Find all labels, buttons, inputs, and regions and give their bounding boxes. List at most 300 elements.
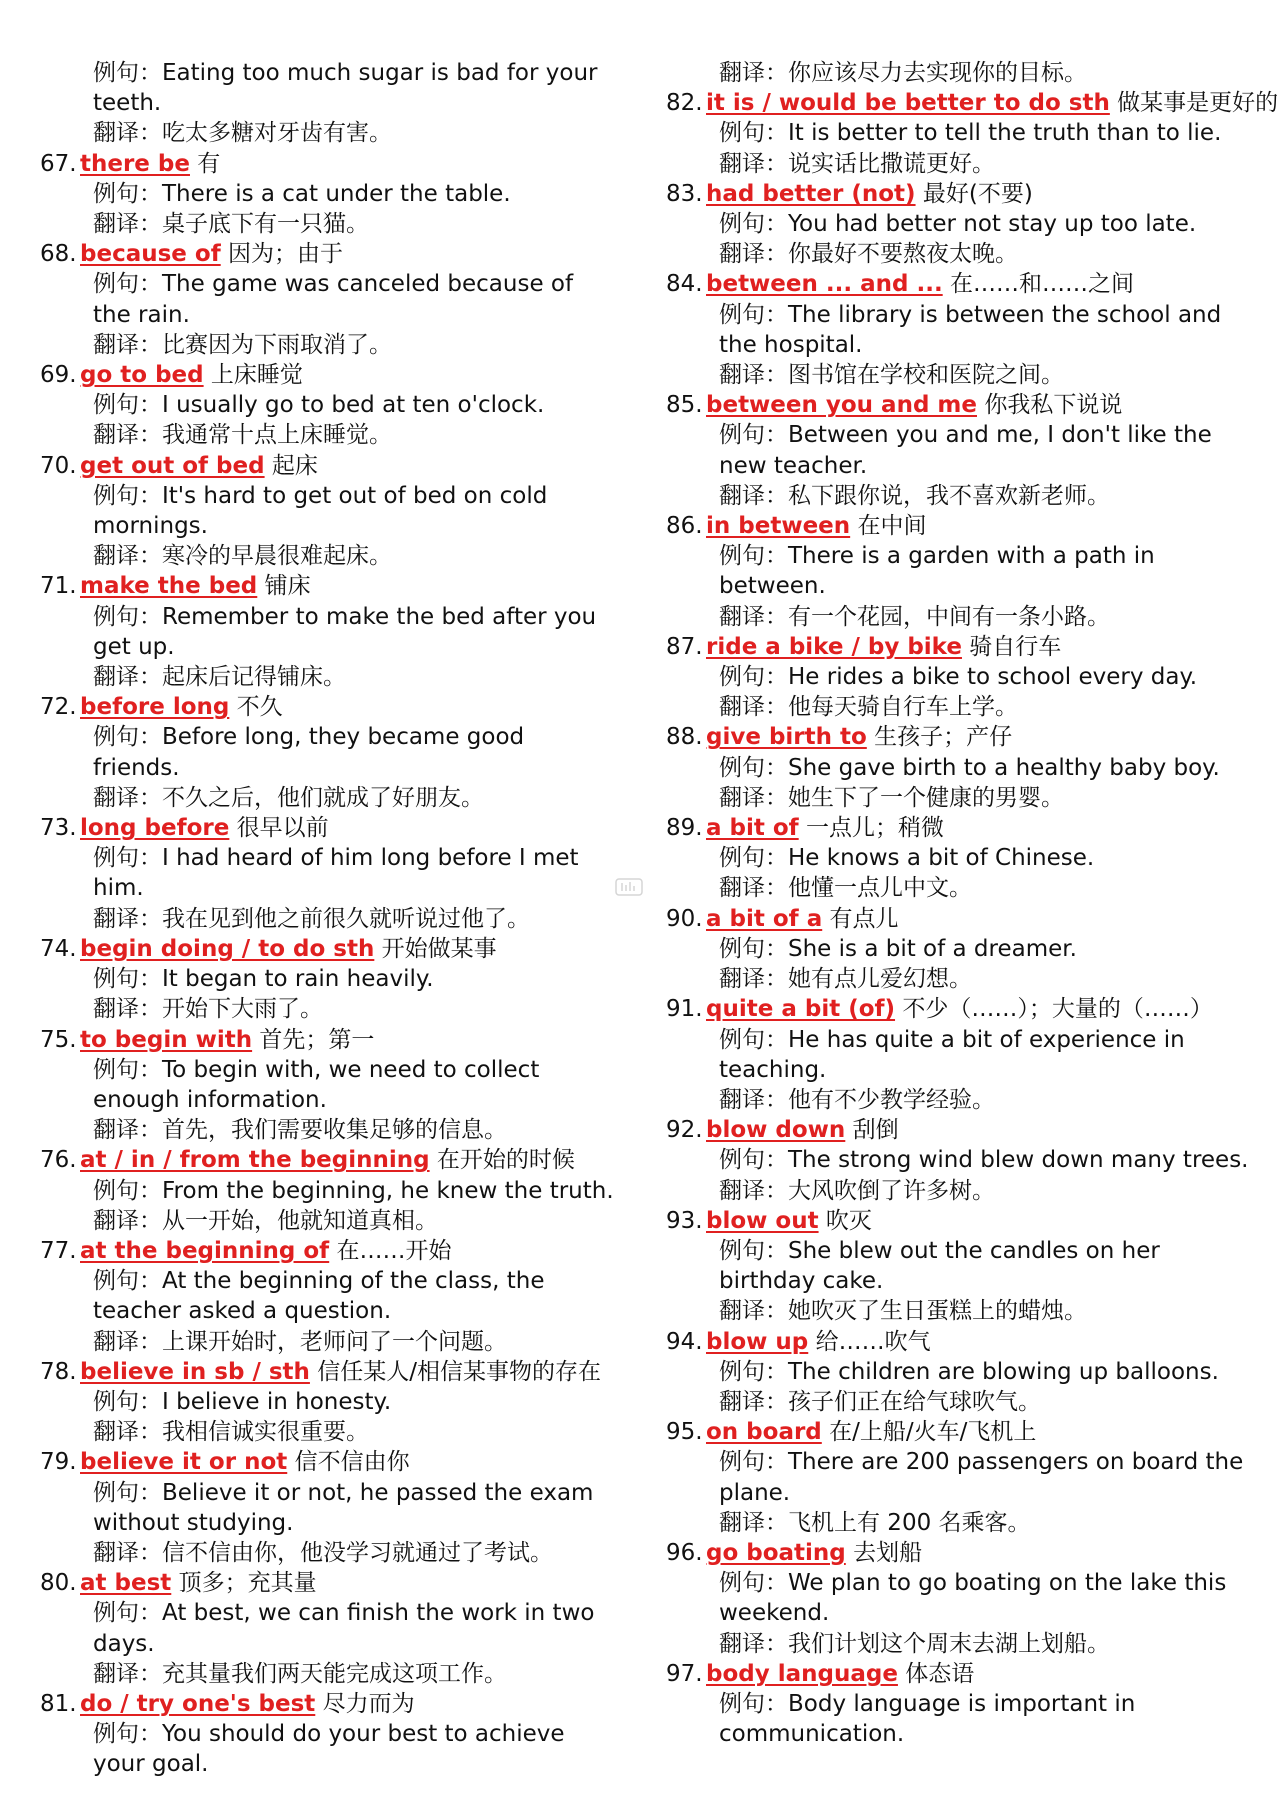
- example-sentence: [666, 209, 1256, 239]
- example-text: I usually go to bed at ten o'clock.: [162, 392, 545, 419]
- translation-label: 翻译：: [93, 1207, 162, 1234]
- phrase-heading: [666, 813, 1256, 843]
- phrase-heading: [40, 934, 615, 964]
- translation-sentence: [666, 1387, 1256, 1417]
- phrase-meaning: 不少（……）；大量的（……）: [902, 996, 1213, 1023]
- phrase-term: blow down: [706, 1117, 846, 1144]
- example-label: 例句：: [93, 271, 162, 298]
- phrase-meaning: 去划船: [853, 1539, 923, 1566]
- example-sentence: [666, 843, 1256, 873]
- phrase-heading: [666, 1659, 1256, 1689]
- example-label: 例句：: [719, 1147, 788, 1174]
- translation-sentence: [666, 1629, 1256, 1659]
- example-label: 例句：: [93, 1177, 162, 1204]
- example-text: Believe it or not, he passed the exam without studying.: [93, 1479, 594, 1536]
- example-label: 例句：: [93, 724, 162, 751]
- phrase-meaning: 刮倒: [852, 1117, 899, 1144]
- phrase-term: between ... and ...: [706, 271, 943, 298]
- phrase-entry: [40, 360, 615, 451]
- phrase-term: believe in sb / sth: [80, 1358, 310, 1385]
- phrase-meaning: 铺床: [264, 573, 311, 600]
- entry-number: 86.: [666, 513, 703, 540]
- phrase-heading: [40, 1689, 615, 1719]
- translation-sentence: [666, 481, 1256, 511]
- phrase-meaning: 最好(不要): [922, 180, 1033, 207]
- watermark-icon: [614, 876, 644, 898]
- translation-label: 翻译：: [93, 1117, 162, 1144]
- translation-sentence: [40, 783, 615, 813]
- example-label: 例句：: [719, 543, 788, 570]
- translation-text: 图书馆在学校和医院之间。: [788, 362, 1064, 389]
- translation-sentence: [40, 1327, 615, 1357]
- phrase-heading: [666, 511, 1256, 541]
- translation-text: 她有点儿爱幻想。: [788, 966, 972, 993]
- translation-label: 翻译：: [719, 694, 788, 721]
- phrase-term: it is / would be better to do sth: [706, 90, 1110, 117]
- example-label: 例句：: [719, 120, 788, 147]
- example-label: 例句：: [719, 1690, 788, 1717]
- translation-text: 我通常十点上床睡觉。: [162, 422, 392, 449]
- translation-label: 翻译：: [93, 1660, 162, 1687]
- phrase-entry: [666, 1327, 1256, 1418]
- phrase-meaning: 在……和……之间: [950, 271, 1134, 298]
- translation-label: 翻译：: [93, 1419, 162, 1446]
- phrase-heading: [40, 571, 615, 601]
- entry-number: 85.: [666, 392, 703, 419]
- translation-sentence: [666, 602, 1256, 632]
- example-sentence: [40, 1266, 615, 1326]
- example-text: She blew out the candles on her birthday cake.: [719, 1237, 1160, 1295]
- example-sentence: [40, 722, 615, 782]
- phrase-term: at the beginning of: [80, 1237, 330, 1264]
- example-text: We plan to go boating on the lake this weekend.: [719, 1570, 1227, 1627]
- example-sentence: [666, 300, 1256, 360]
- phrase-meaning: 给……吹气: [815, 1328, 931, 1355]
- phrase-meaning: 起床: [271, 452, 318, 479]
- phrase-meaning: 不久: [236, 694, 283, 721]
- phrase-term: go boating: [706, 1539, 846, 1566]
- phrase-meaning: 在中间: [857, 513, 927, 540]
- phrase-meaning: 体态语: [905, 1660, 975, 1687]
- translation-label: 翻译：: [719, 60, 788, 86]
- example-text: It's hard to get out of bed on cold mornings.: [93, 482, 548, 540]
- translation-text: 比赛因为下雨取消了。: [162, 331, 392, 358]
- phrase-heading: [666, 390, 1256, 420]
- entry-number: 89.: [666, 815, 703, 842]
- translation-text: 桌子底下有一只猫。: [162, 211, 369, 238]
- translation-label: 翻译：: [719, 1177, 788, 1204]
- entry-number: 79.: [40, 1449, 77, 1476]
- translation-text: 吃太多糖对牙齿有害。: [162, 120, 392, 147]
- translation-label: 翻译：: [719, 1509, 788, 1536]
- translation-sentence: [40, 1206, 615, 1236]
- example-sentence: [40, 1598, 615, 1658]
- example-sentence: [40, 1387, 615, 1417]
- example-label: 例句：: [93, 482, 162, 509]
- translation-text: 起床后记得铺床。: [162, 664, 346, 691]
- example-sentence: [40, 602, 615, 662]
- translation-label: 翻译：: [93, 331, 162, 358]
- translation-label: 翻译：: [93, 905, 162, 932]
- translation-text: 你应该尽力去实现你的目标。: [788, 60, 1087, 86]
- phrase-term: quite a bit (of): [706, 996, 896, 1023]
- entry-number: 97.: [666, 1660, 703, 1687]
- example-text: It is better to tell the truth than to lie.: [788, 120, 1222, 147]
- phrase-entry: [40, 1236, 615, 1357]
- example-text: At the beginning of the class, the teacher asked a question.: [93, 1268, 545, 1325]
- phrase-meaning: 顶多；充其量: [178, 1570, 317, 1597]
- example-text: There is a garden with a path in between.: [719, 543, 1155, 600]
- phrase-term: had better (not): [706, 180, 916, 207]
- entry-number: 90.: [666, 905, 703, 932]
- phrase-entry: [666, 722, 1256, 813]
- phrase-heading: [40, 360, 615, 390]
- translation-sentence: [40, 118, 615, 148]
- phrase-heading: [666, 904, 1256, 934]
- translation-sentence: [40, 541, 615, 571]
- example-text: At best, we can finish the work in two days.: [93, 1600, 595, 1657]
- translation-label: 翻译：: [93, 784, 162, 811]
- phrase-heading: [666, 269, 1256, 299]
- phrase-term: do / try one's best: [80, 1690, 316, 1717]
- example-label: 例句：: [719, 301, 788, 328]
- phrase-heading: [666, 994, 1256, 1024]
- example-sentence: [40, 269, 615, 329]
- phrase-entry: [666, 994, 1256, 1115]
- example-text: There is a cat under the table.: [162, 180, 511, 207]
- translation-text: 不久之后，他们就成了好朋友。: [162, 784, 484, 811]
- example-label: 例句：: [93, 1721, 162, 1748]
- phrase-entry: [666, 632, 1256, 723]
- phrase-meaning: 一点儿；稍微: [806, 815, 944, 842]
- phrase-entry: [666, 269, 1256, 390]
- example-label: 例句：: [93, 603, 162, 630]
- phrase-meaning: 信任某人/相信某事物的存在: [317, 1358, 601, 1385]
- example-text: She gave birth to a healthy baby boy.: [788, 754, 1220, 781]
- example-text: I believe in honesty.: [162, 1388, 392, 1415]
- example-sentence: [666, 1236, 1256, 1296]
- phrase-entry: [40, 149, 615, 240]
- translation-label: 翻译：: [719, 241, 788, 268]
- phrase-entry: [666, 1206, 1256, 1327]
- example-label: 例句：: [719, 754, 788, 781]
- phrase-term: go to bed: [80, 362, 204, 389]
- phrase-heading: [666, 722, 1256, 752]
- translation-text: 你最好不要熬夜太晚。: [788, 241, 1018, 268]
- translation-text: 说实话比撒谎更好。: [788, 150, 995, 177]
- example-sentence: [666, 118, 1256, 148]
- translation-sentence: [40, 1417, 615, 1447]
- entry-number: 78.: [40, 1358, 77, 1385]
- entry-number: 67.: [40, 150, 77, 177]
- translation-sentence: [666, 783, 1256, 813]
- phrase-heading: [40, 1145, 615, 1175]
- entry-number: 91.: [666, 996, 703, 1023]
- phrase-heading: [666, 179, 1256, 209]
- phrase-meaning: 做某事是更好的: [1117, 90, 1279, 117]
- translation-text: 大风吹倒了许多树。: [788, 1177, 995, 1204]
- phrase-meaning: 骑自行车: [969, 633, 1062, 660]
- entry-number: 80.: [40, 1570, 77, 1597]
- example-label: 例句：: [719, 1237, 788, 1264]
- phrase-meaning: 在开始的时候: [436, 1147, 575, 1174]
- translation-label: 翻译：: [93, 996, 162, 1023]
- translation-text: 寒冷的早晨很难起床。: [162, 543, 392, 570]
- entry-number: 95.: [666, 1419, 703, 1446]
- translation-label: 翻译：: [93, 211, 162, 238]
- example-text: You should do your best to achieve your goal.: [93, 1721, 565, 1778]
- translation-sentence: [666, 692, 1256, 722]
- example-sentence: [666, 934, 1256, 964]
- translation-sentence: [40, 1538, 615, 1568]
- phrase-term: ride a bike / by bike: [706, 633, 962, 660]
- example-sentence: [666, 1447, 1256, 1507]
- example-text: Before long, they became good friends.: [93, 724, 525, 781]
- phrase-entry: [40, 1145, 615, 1236]
- translation-text: 上课开始时，老师问了一个问题。: [162, 1328, 507, 1355]
- translation-label: 翻译：: [719, 1298, 788, 1325]
- translation-sentence: [40, 1659, 615, 1689]
- example-label: 例句：: [93, 1268, 162, 1295]
- translation-text: 开始下大雨了。: [162, 996, 323, 1023]
- example-text: Between you and me, I don't like the new teacher.: [719, 422, 1212, 479]
- phrase-entry: [40, 1357, 615, 1448]
- left-column: [40, 58, 615, 1780]
- phrase-meaning: 开始做某事: [381, 935, 497, 962]
- phrase-entry: [666, 1659, 1256, 1750]
- entry-number: 87.: [666, 633, 703, 660]
- example-text: The strong wind blew down many trees.: [788, 1147, 1249, 1174]
- entry-number: 73.: [40, 815, 77, 842]
- example-text: It began to rain heavily.: [162, 966, 434, 993]
- phrase-meaning: 你我私下说说: [984, 392, 1123, 419]
- phrase-heading: [40, 1568, 615, 1598]
- example-label: 例句：: [719, 1449, 788, 1476]
- entry-number: 68.: [40, 241, 77, 268]
- translation-sentence: [40, 330, 615, 360]
- translation-sentence: [666, 149, 1256, 179]
- phrase-term: at best: [80, 1570, 172, 1597]
- entry-number: 88.: [666, 724, 703, 751]
- phrase-entry: [40, 1689, 615, 1780]
- translation-text: 我们计划这个周末去湖上划船。: [788, 1630, 1110, 1657]
- translation-sentence: [666, 239, 1256, 269]
- entry-number: 74.: [40, 935, 77, 962]
- phrase-term: make the bed: [80, 573, 258, 600]
- phrase-meaning: 有点儿: [829, 905, 899, 932]
- entry-number: 93.: [666, 1207, 703, 1234]
- example-sentence: [666, 1568, 1256, 1628]
- phrase-heading: [40, 813, 615, 843]
- example-label: 例句：: [93, 1056, 162, 1083]
- translation-label: 翻译：: [93, 1539, 162, 1566]
- phrase-entry: [40, 813, 615, 934]
- translation-text: 飞机上有 200 名乘客。: [788, 1509, 1031, 1536]
- example-sentence: [666, 1025, 1256, 1085]
- entry-number: 72.: [40, 694, 77, 721]
- translation-text: 信不信由你，他没学习就通过了考试。: [162, 1539, 553, 1566]
- phrase-term: in between: [706, 513, 851, 540]
- example-text: The library is between the school and the hospital.: [719, 301, 1222, 358]
- example-label: 例句：: [93, 60, 162, 86]
- example-label: 例句：: [719, 935, 788, 962]
- translation-text: 他有不少教学经验。: [788, 1086, 995, 1113]
- example-sentence: [40, 964, 615, 994]
- example-label: 例句：: [719, 422, 788, 449]
- example-text: I had heard of him long before I met him.: [93, 845, 579, 902]
- example-text: He rides a bike to school every day.: [788, 664, 1198, 691]
- translation-text: 充其量我们两天能完成这项工作。: [162, 1660, 507, 1687]
- phrase-entry: [666, 88, 1279, 179]
- phrase-term: to begin with: [80, 1026, 253, 1053]
- phrase-entry: [666, 179, 1256, 270]
- translation-label: 翻译：: [719, 362, 788, 389]
- example-sentence: [40, 179, 615, 209]
- example-sentence: [40, 58, 615, 118]
- translation-sentence: [666, 1176, 1256, 1206]
- phrase-heading: [666, 1417, 1256, 1447]
- phrase-meaning: 尽力而为: [322, 1690, 415, 1717]
- translation-sentence: [666, 1296, 1256, 1326]
- phrase-heading: [666, 88, 1279, 118]
- translation-text: 首先，我们需要收集足够的信息。: [162, 1117, 507, 1144]
- translation-label: 翻译：: [719, 966, 788, 993]
- example-label: 例句：: [93, 845, 162, 872]
- example-label: 例句：: [719, 845, 788, 872]
- translation-sentence: [666, 873, 1256, 903]
- example-sentence: [40, 1176, 615, 1206]
- phrase-term: get out of bed: [80, 452, 265, 479]
- entry-number: 69.: [40, 362, 77, 389]
- phrase-term: blow up: [706, 1328, 809, 1355]
- example-text: There are 200 passengers on board the plane.: [719, 1449, 1244, 1506]
- translation-label: 翻译：: [93, 664, 162, 691]
- entry-number: 96.: [666, 1539, 703, 1566]
- example-text: Remember to make the bed after you get up.: [93, 603, 597, 660]
- entry-number: 76.: [40, 1147, 77, 1174]
- phrase-heading: [666, 1327, 1256, 1357]
- left-phrase-list: [40, 149, 615, 1780]
- example-text: She is a bit of a dreamer.: [788, 935, 1077, 962]
- example-text: He knows a bit of Chinese.: [788, 845, 1095, 872]
- example-label: 例句：: [719, 1570, 788, 1597]
- entry-number: 82.: [666, 90, 703, 117]
- phrase-term: between you and me: [706, 392, 977, 419]
- phrase-entry: [666, 1417, 1256, 1538]
- example-sentence: [666, 1689, 1256, 1749]
- phrase-heading: [40, 239, 615, 269]
- phrase-meaning: 在/上船/火车/飞机上: [829, 1419, 1037, 1446]
- phrase-heading: [666, 632, 1256, 662]
- translation-sentence: [666, 58, 1256, 88]
- phrase-meaning: 因为；由于: [228, 241, 344, 268]
- example-text: He has quite a bit of experience in teaching.: [719, 1026, 1185, 1083]
- translation-label: 翻译：: [719, 784, 788, 811]
- example-label: 例句：: [93, 180, 162, 207]
- phrase-heading: [40, 1357, 615, 1387]
- example-text: You had better not stay up too late.: [788, 211, 1197, 238]
- translation-sentence: [666, 1508, 1256, 1538]
- phrase-term: at / in / from the beginning: [80, 1147, 430, 1174]
- example-sentence: [666, 1145, 1256, 1175]
- phrase-meaning: 首先；第一: [259, 1026, 375, 1053]
- phrase-term: a bit of a: [706, 905, 823, 932]
- translation-text: 她生下了一个健康的男婴。: [788, 784, 1064, 811]
- phrase-term: a bit of: [706, 815, 799, 842]
- entry-number: 75.: [40, 1026, 77, 1053]
- example-label: 例句：: [93, 1479, 162, 1506]
- phrase-heading: [40, 1447, 615, 1477]
- example-label: 例句：: [719, 1026, 788, 1053]
- phrase-entry: [666, 813, 1256, 904]
- phrase-heading: [40, 1025, 615, 1055]
- translation-text: 他懂一点儿中文。: [788, 875, 972, 902]
- translation-label: 翻译：: [719, 150, 788, 177]
- translation-sentence: [40, 994, 615, 1024]
- example-sentence: [666, 541, 1256, 601]
- example-sentence: [40, 1719, 615, 1779]
- right-phrase-list: [666, 88, 1279, 1749]
- translation-text: 我在见到他之前很久就听说过他了。: [162, 905, 530, 932]
- example-text: The game was canceled because of the rain.: [93, 271, 574, 328]
- entry-number: 94.: [666, 1328, 703, 1355]
- phrase-entry: [40, 239, 615, 360]
- phrase-heading: [40, 692, 615, 722]
- example-text: Body language is important in communication.: [719, 1690, 1136, 1748]
- example-text: From the beginning, he knew the truth.: [162, 1177, 614, 1204]
- phrase-term: because of: [80, 241, 221, 268]
- entry-number: 92.: [666, 1117, 703, 1144]
- translation-text: 她吹灭了生日蛋糕上的蜡烛。: [788, 1298, 1087, 1325]
- right-column: [666, 58, 1279, 1749]
- translation-sentence: [40, 209, 615, 239]
- translation-label: 翻译：: [93, 1328, 162, 1355]
- example-text: To begin with, we need to collect enough information.: [93, 1056, 540, 1113]
- entry-number: 81.: [40, 1690, 77, 1717]
- phrase-entry: [666, 1115, 1256, 1206]
- translation-sentence: [666, 1085, 1256, 1115]
- example-sentence: [666, 753, 1256, 783]
- translation-label: 翻译：: [93, 422, 162, 449]
- translation-text: 从一开始，他就知道真相。: [162, 1207, 438, 1234]
- phrase-entry: [40, 692, 615, 813]
- translation-label: 翻译：: [719, 875, 788, 902]
- example-text: Eating too much sugar is bad for your teeth.: [93, 60, 598, 117]
- translation-sentence: [40, 662, 615, 692]
- example-label: 例句：: [719, 664, 788, 691]
- entry-number: 71.: [40, 573, 77, 600]
- phrase-term: believe it or not: [80, 1449, 288, 1476]
- phrase-meaning: 上床睡觉: [210, 362, 303, 389]
- translation-sentence: [666, 964, 1256, 994]
- example-sentence: [40, 843, 615, 903]
- phrase-term: there be: [80, 150, 190, 177]
- phrase-entry: [40, 1447, 615, 1568]
- example-label: 例句：: [93, 1388, 162, 1415]
- phrase-entry: [40, 1568, 615, 1689]
- phrase-entry: [40, 451, 615, 572]
- phrase-term: blow out: [706, 1207, 819, 1234]
- translation-text: 有一个花园，中间有一条小路。: [788, 603, 1110, 630]
- translation-label: 翻译：: [719, 1630, 788, 1657]
- entry-number: 70.: [40, 452, 77, 479]
- phrase-entry: [666, 904, 1256, 995]
- translation-label: 翻译：: [719, 1086, 788, 1113]
- example-sentence: [40, 481, 615, 541]
- example-sentence: [40, 1478, 615, 1538]
- phrase-heading: [666, 1538, 1256, 1568]
- translation-label: 翻译：: [719, 603, 788, 630]
